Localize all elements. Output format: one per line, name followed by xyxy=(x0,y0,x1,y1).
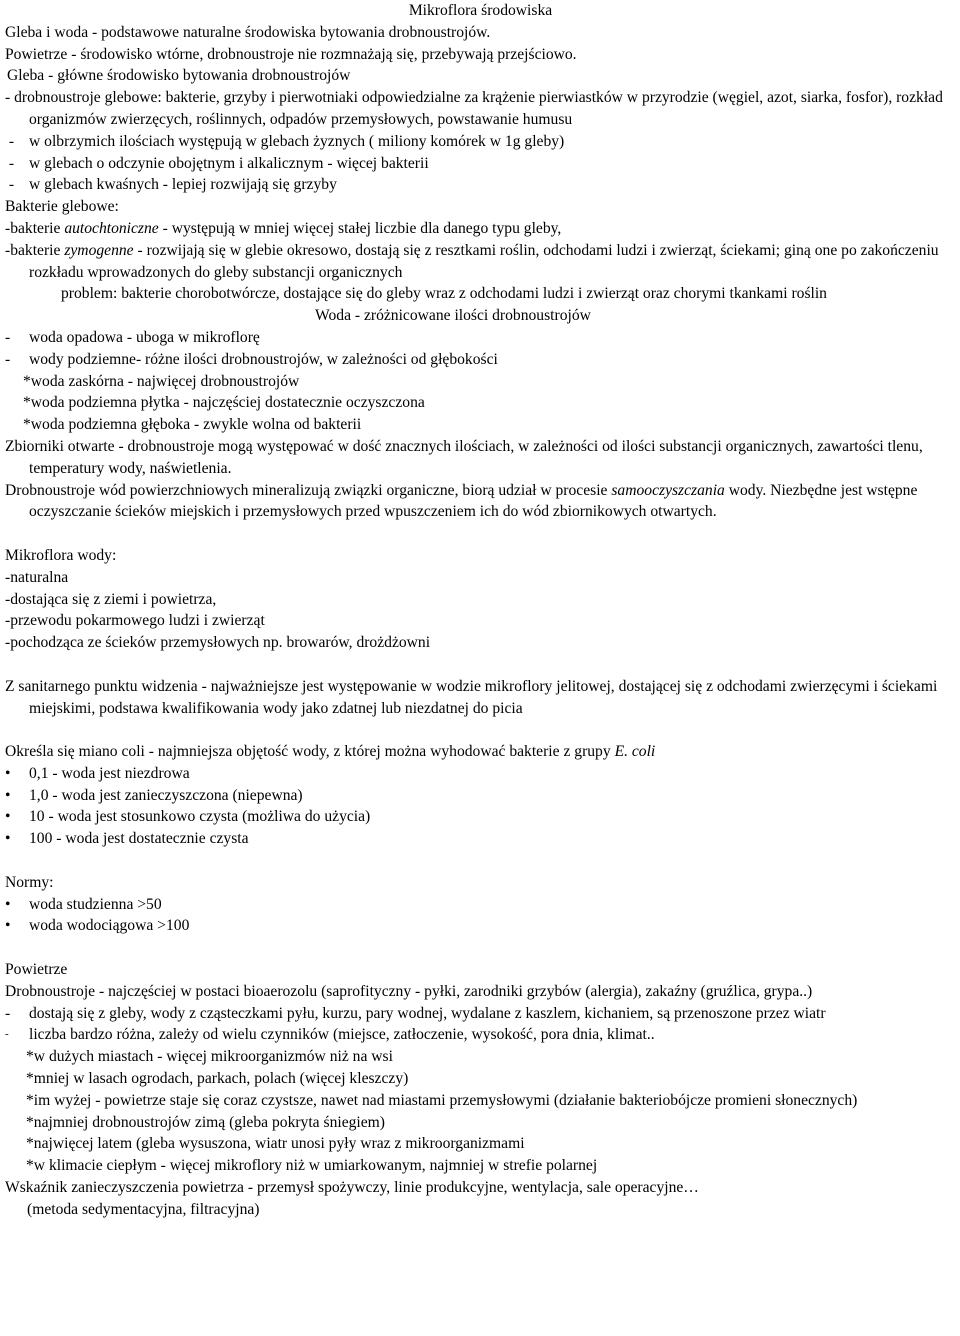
soil-list-item: - w glebach kwaśnych - lepiej rozwijają się grzyby xyxy=(5,176,337,194)
water-microflora-item: -dostająca się z ziemi i powietrza, xyxy=(5,590,217,608)
air-subitem: *im wyżej - powietrze staje się coraz czystsze, nawet nad miastami przemysłowymi (działanie bakteriobójcze promieni słonecznych) xyxy=(26,1091,858,1109)
norms-list xyxy=(5,894,956,938)
air-list-item: - liczba bardzo różna, zależy od wielu czynników (miejsce, zatłoczenie, wysokość, pora dnia, klimat.. xyxy=(5,1026,655,1044)
coli-paragraph: Określa się miano coli - najmniejsza objętość wody, z której można wyhodować bakterie z grupy E. coli xyxy=(5,743,656,761)
water-subitem: *woda zaskórna - najwięcej drobnoustrojów xyxy=(23,372,300,390)
coli-list-item: • 100 - woda jest dostatecznie czysta xyxy=(5,830,249,848)
soil-main-paragraph: - drobnoustroje glebowe: bakterie, grzyby i pierwotniaki odpowiedzialne za krążenie pierwiastków w przyrodzie (węgiel, azot, siarka, fosfor), rozkład organizmów zwierzęcych, roślinnych, odpadów przemysłowych, powstawanie humusu xyxy=(5,89,943,128)
water-microflora-item: -pochodząca ze ścieków przemysłowych np. browarów, drożdżowni xyxy=(5,634,431,652)
coli-list-item: • 0,1 - woda jest niezdrowa xyxy=(5,764,190,782)
norms-heading: Normy: xyxy=(5,873,54,891)
water-microflora-heading: Mikroflora wody: xyxy=(5,546,117,564)
air-subitem: *w klimacie ciepłym - więcej mikroflory niż w umiarkowanym, najmniej w strefie polarnej xyxy=(26,1157,598,1175)
air-heading: Powietrze xyxy=(5,961,68,979)
air-subitem: *mniej w lasach ogrodach, parkach, polach (więcej kleszczy) xyxy=(26,1070,409,1088)
water-subitem: *woda podziemna płytka - najczęściej dostatecznie oczyszczona xyxy=(23,394,425,412)
water-subitem: *woda podziemna głęboka - zwykle wolna od bakterii xyxy=(23,416,362,434)
water-heading: Woda - zróżnicowane ilości drobnoustrojów xyxy=(315,307,591,325)
open-reservoirs-paragraph: Zbiorniki otwarte - drobnoustroje mogą występować w dość znacznych ilościach, w zależności od ilości substancji organicznych, zawartości tlenu, temperatury wody, naświetlenia. xyxy=(5,437,923,477)
pathogen-problem-paragraph: problem: bakterie chorobotwórcze, dostające się do gleby wraz z odchodami ludzi i zwierząt oraz chorymi tkankami roślin xyxy=(61,285,827,303)
air-indicator-paragraph: Wskaźnik zanieczyszczenia powietrza - przemysł spożywczy, linie produkcyjne, wentylacja, sale operacyjne… xyxy=(5,1179,699,1197)
air-subitem: *najmniej drobnoustrojów zimą (gleba pokryta śniegiem) xyxy=(26,1113,385,1131)
surface-water-paragraph: Drobnoustroje wód powierzchniowych mineralizują związki organiczne, biorą udział w procesie samooczyszczania wody. Niezbędne jest wstępne oczyszczanie ścieków miejskich i przemysłowych przed wpuszczeniem ich do wód zbiornikowych otwartych. xyxy=(5,481,918,521)
water-microflora-item: -naturalna xyxy=(5,568,69,586)
air-subitem: *najwięcej latem (gleba wysuszona, wiatr unosi pyły wraz z mikroorganizmami xyxy=(26,1135,525,1153)
air-method-note: (metoda sedymentacyjna, filtracyjna) xyxy=(27,1200,260,1218)
intro-line-2: Powietrze - środowisko wtórne, drobnoustroje nie rozmnażają się, przebywają przejściowo. xyxy=(5,45,577,63)
autochthonous-bacteria-paragraph: -bakterie autochtoniczne - występują w mniej więcej stałej liczbie dla danego typu gleby, xyxy=(5,219,562,237)
document-title: Mikroflora środowiska xyxy=(408,2,553,19)
zymogenous-bacteria-paragraph: -bakterie zymogenne - rozwijają się w glebie okresowo, dostają się z resztkami roślin, odchodami ludzi i zwierząt, ściekami; giną one po zakończeniu rozkładu wprowadzonych do gleby substancji organicznych xyxy=(5,241,939,281)
soil-bacteria-heading: Bakterie glebowe: xyxy=(5,198,119,216)
air-main-paragraph: Drobnoustroje - najczęściej w postaci bioaerozolu (saprofityczny - pyłki, zarodniki grzybów (alergia), zakaźny (gruźlica, grypa..) xyxy=(5,982,813,1000)
norms-list-item: • woda wodociągowa >100 xyxy=(5,917,190,935)
water-list-item: - wody podziemne- różne ilości drobnoustrojów, w zależności od głębokości xyxy=(5,350,498,368)
document-page xyxy=(5,0,956,1221)
soil-list-item: - w glebach o odczynie obojętnym i alkalicznym - więcej bakterii xyxy=(5,154,429,172)
coli-list xyxy=(5,763,956,850)
air-subitem: *w dużych miastach - więcej mikroorganizmów niż na wsi xyxy=(26,1048,393,1066)
coli-list-item: • 1,0 - woda jest zanieczyszczona (niepewna) xyxy=(5,786,303,804)
water-list-item: - woda opadowa - uboga w mikroflorę xyxy=(5,328,260,346)
sanitary-paragraph: Z sanitarnego punktu widzenia - najważniejsze jest występowanie w wodzie mikroflory jelitowej, dostającej się z odchodami zwierzęcymi i ściekami miejskimi, podstawa kwalifikowania wody jako zdatnej lub niezdatnej do picia xyxy=(5,677,938,717)
water-microflora-item: -przewodu pokarmowego ludzi i zwierząt xyxy=(5,612,265,630)
air-list-item: - dostają się z gleby, wody z cząsteczkami pyłu, kurzu, pary wodnej, wydalane z kaszlem, kichaniem, są przenoszone przez wiatr xyxy=(5,1004,826,1022)
soil-heading: Gleba - główne środowisko bytowania drobnoustrojów xyxy=(7,67,351,85)
intro-line-1: Gleba i woda - podstawowe naturalne środowiska bytowania drobnoustrojów. xyxy=(5,23,491,41)
coli-list-item: • 10 - woda jest stosunkowo czysta (możliwa do użycia) xyxy=(5,808,371,826)
norms-list-item: • woda studzienna >50 xyxy=(5,895,162,913)
soil-list-item: - w olbrzymich ilościach występują w glebach żyznych ( miliony komórek w 1g gleby) xyxy=(5,132,565,150)
